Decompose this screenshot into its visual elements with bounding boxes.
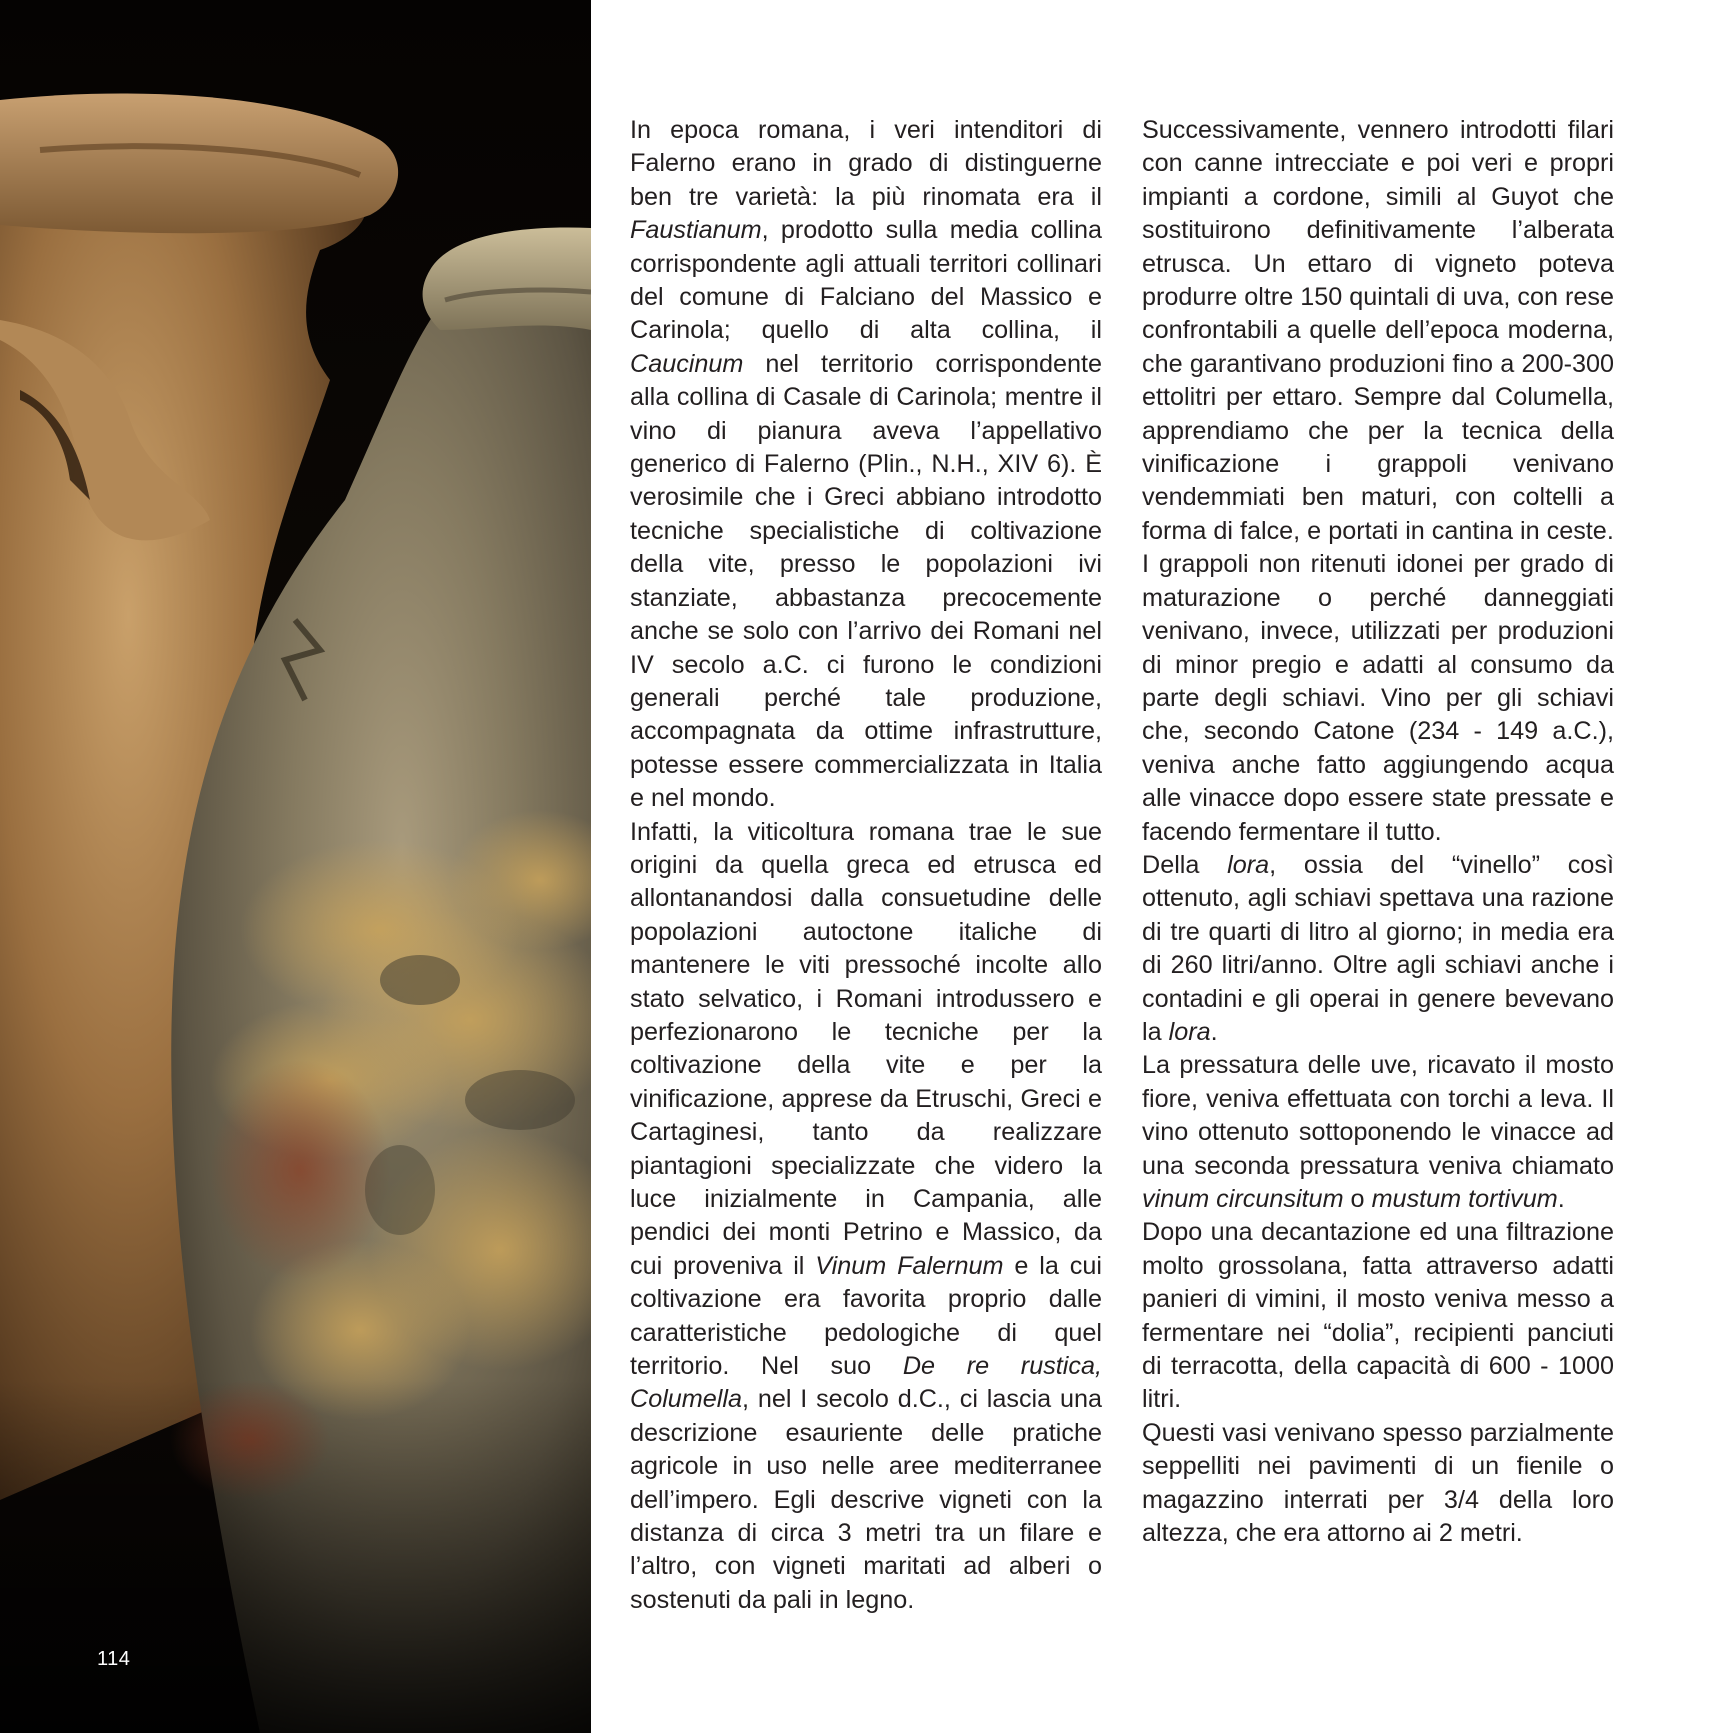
paragraph — [630, 816, 1102, 1618]
text-run: Questi vasi venivano spesso parzialmente seppelliti nei pavimenti di un fienile o magazzino interrati per 3/4 della loro altezza, che era attorno ai 2 metri. — [1142, 1418, 1614, 1548]
text-run: e la cui coltivazione era favorita proprio dalle caratteristiche pedologiche di quel territorio. Nel suo — [630, 1251, 1102, 1381]
text-run: o — [1343, 1185, 1372, 1213]
text-run: . — [1557, 1185, 1565, 1213]
text-run: La pressatura delle uve, ricavato il mosto fiore, veniva effettuata con torchi a leva. Il vino ottenuto sottoponendo le vinacce ad una seconda pressatura veniva chiamato — [1142, 1051, 1614, 1180]
italic-term: Vinum Falernum — [815, 1251, 1004, 1280]
italic-term: Caucinum — [630, 349, 744, 378]
italic-term: mustum tortivum — [1371, 1185, 1558, 1213]
italic-term: lora — [1227, 850, 1270, 879]
amphorae-illustration — [0, 0, 591, 1733]
paragraph — [1142, 1216, 1614, 1416]
text-column-left — [630, 114, 1102, 1617]
text-run: , nel I secolo d.C., ci lascia una descrizione esauriente delle pratiche agricole in uso nelle aree mediterranee dell’impero. Egli descrive vigneti con la distanza di circa 3 metri tra un filare e l’altro, con vigneti maritati ad alberi o sostenuti da pali in legno. — [630, 1385, 1102, 1614]
paragraph — [630, 114, 1102, 816]
text-run: , ossia del “vinello” così ottenuto, agli schiavi spettava una razione di tre quarti di litro al giorno; in media era di 260 litri/anno. Oltre agli schiavi anche i contadini e gli operai in genere bevevano la — [1142, 850, 1614, 1046]
text-run: nel territorio corrispondente alla collina di Casale di Carinola; mentre il vino di pianura aveva l’appellativo generico di Falerno (Plin., N.H., XIV 6). È verosimile che i Greci abbiano introdotto tecniche specialistiche di coltivazione della vite, presso le popolazioni ivi stanziate, abbastanza precocemente anche se solo con l’arrivo dei Romani nel IV secolo a.C. ci furono le condizioni generali perché tale produzione, accompagnata da ottime infrastrutture, potesse essere commercializzata in Italia e nel mondo. — [630, 349, 1102, 813]
paragraph — [1142, 548, 1614, 849]
italic-term: Faustianum — [630, 216, 762, 245]
text-run: Dopo una decantazione ed una filtrazione molto grossolana, fatta attraverso adatti panieri di vimini, il mosto veniva messo a fermentare nei “dolia”, recipienti panciuti di terracotta, della capacità di 600 - 1000 litri. — [1142, 1218, 1614, 1414]
page-number: 114 — [97, 1648, 131, 1670]
text-run: In epoca romana, i veri intenditori di Falerno erano in grado di distinguerne ben tre varietà: la più rinomata era il — [630, 116, 1102, 211]
text-run: , prodotto sulla media collina corrispondente agli attuali territori collinari del comune di Falciano del Massico e Carinola; quello di alta collina, il — [630, 216, 1102, 345]
italic-term: vinum circunsitum — [1142, 1185, 1344, 1213]
amphorae-photo — [0, 0, 591, 1733]
paragraph — [1142, 114, 1614, 548]
text-run: Infatti, la viticoltura romana trae le sue origini da quella greca ed etrusca ed allontanandosi dalla consuetudine delle popolazioni autoctone italiche di mantenere le viti pressoché incolte allo stato selvatico, i Romani introdussero e perfezionarono le tecniche per la coltivazione della vite e per la vinificazione, apprese da Etruschi, Greci e Cartaginesi, tanto da realizzare piantagioni specializzate che videro la luce inizialmente in Campania, alle pendici dei monti Petrino e Massico, da cui proveniva il — [630, 817, 1102, 1280]
italic-term: lora — [1168, 1017, 1211, 1046]
paragraph — [1142, 849, 1614, 1049]
text-run: Della — [1142, 850, 1228, 879]
text-run: I grappoli non ritenuti idonei per grado di maturazione o perché danneggiati venivano, invece, utilizzati per produzioni di minor pregio e adatti al consumo da parte degli schiavi. Vino per gli schiavi che, secondo Catone (234 - 149 a.C.), veniva anche fatto aggiungendo acqua alle vinacce dopo essere state pressate e facendo fermentare il tutto. — [1142, 550, 1614, 846]
italic-term: De re rustica, Columella — [630, 1352, 1102, 1414]
paragraph — [1142, 1417, 1614, 1551]
text-column-right — [1142, 114, 1614, 1550]
text-run: . — [1210, 1017, 1218, 1046]
text-run: Successivamente, vennero introdotti filari con canne intrecciate e poi veri e propri impianti a cordone, simili al Guyot che sostituirono definitivamente l’alberata etrusca. Un ettaro di vigneto poteva produrre oltre 150 quintali di uva, con rese confrontabili a quelle dell’epoca moderna, che garantivano produzioni fino a 200-300 ettolitri per ettaro. Sempre dal Columella, apprendiamo che per la tecnica della vinificazione i grappoli venivano vendemmiati ben maturi, con coltelli a forma di falce, e portati in cantina in ceste. — [1142, 116, 1614, 545]
paragraph — [1142, 1049, 1614, 1216]
